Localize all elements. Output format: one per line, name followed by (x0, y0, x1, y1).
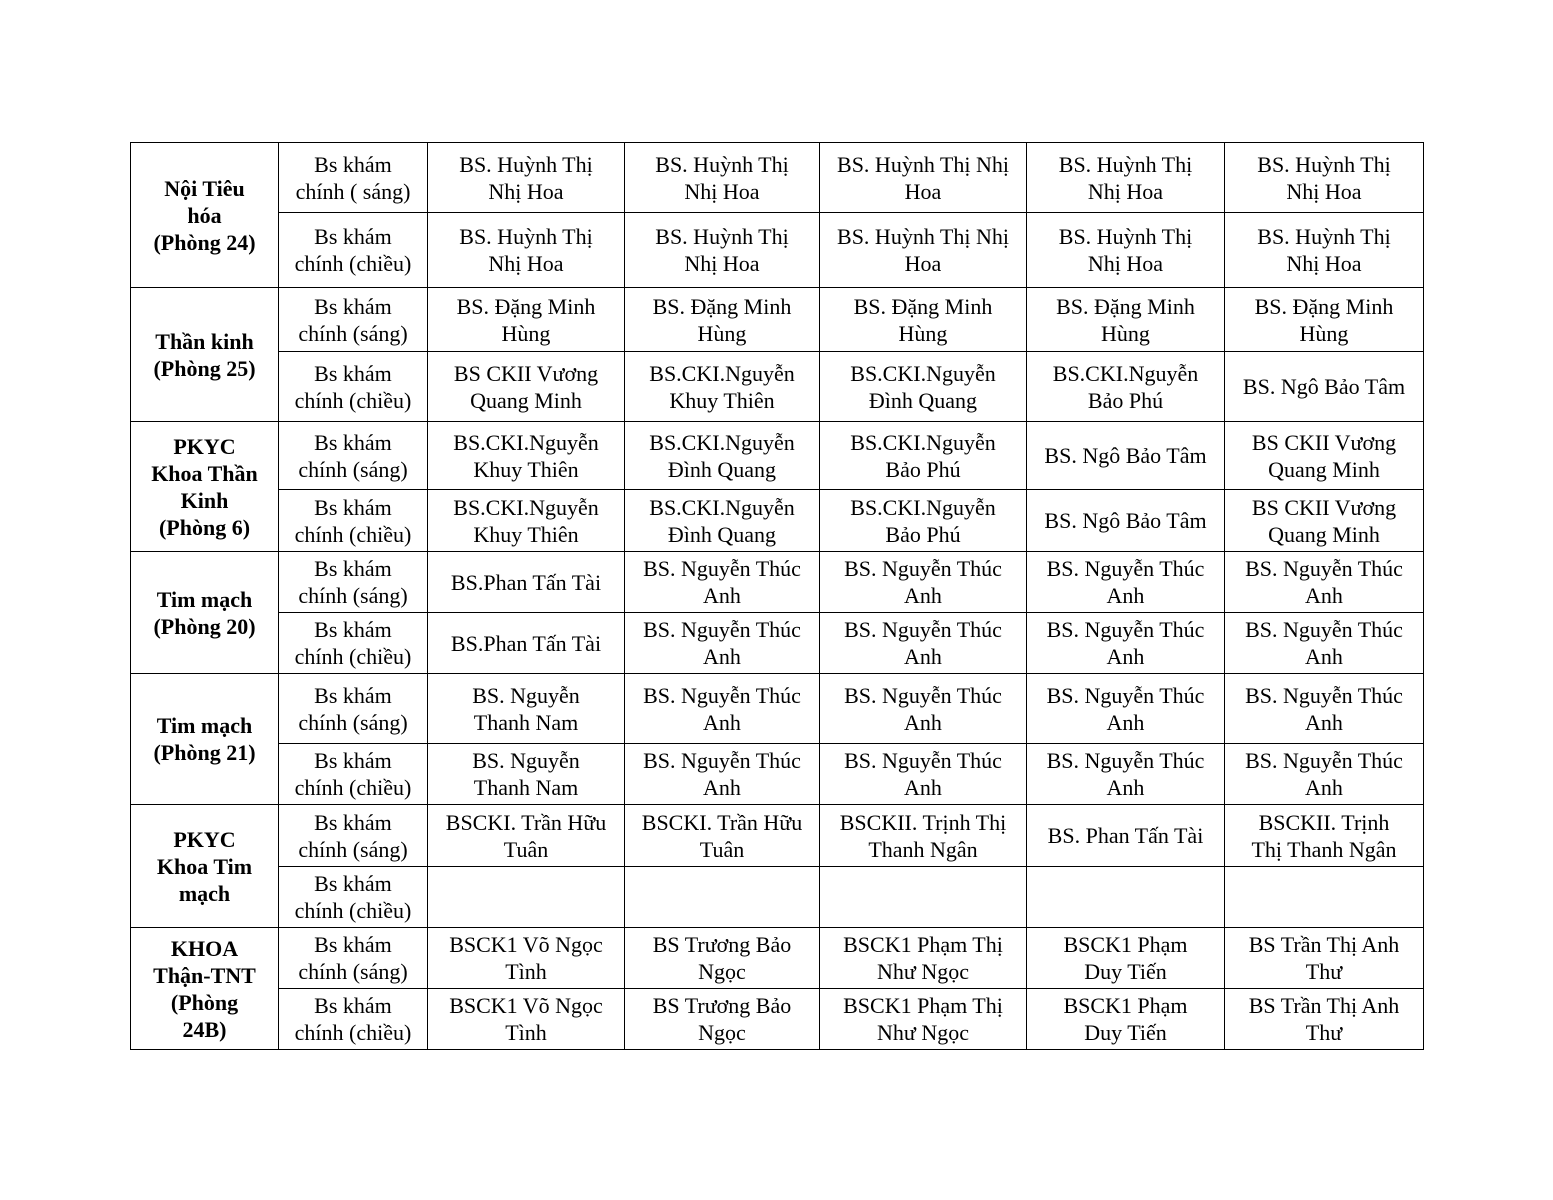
doctor-name: BS. Nguyễn Thanh Nam (472, 682, 580, 735)
doctor-name: BSCKI. Trần Hữu Tuân (445, 809, 607, 862)
doctor-cell (625, 490, 820, 552)
doctor-name: BS.CKI.Nguyễn Đình Quang (850, 360, 996, 413)
shift-cell (279, 490, 428, 552)
doctor-name: BSCK1 Phạm Thị Như Ngọc (843, 993, 1003, 1045)
shift-label: Bs khám chính (sáng) (298, 429, 408, 482)
shift-label: Bs khám chính (sáng) (298, 809, 408, 862)
shift-label: Bs khám chính (chiều) (294, 748, 412, 800)
table-row (131, 989, 1424, 1050)
doctor-cell (428, 213, 625, 288)
doctor-cell (428, 805, 625, 867)
doctor-name: BS.Phan Tấn Tài (450, 569, 602, 595)
doctor-cell (1027, 552, 1225, 613)
doctor-name: BS. Nguyễn Thanh Nam (472, 748, 580, 800)
doctor-cell (625, 352, 820, 422)
doctor-cell (428, 352, 625, 422)
doctor-cell (1225, 989, 1424, 1050)
doctor-name: BS.CKI.Nguyễn Đình Quang (649, 429, 795, 482)
doctor-name: BS Trần Thị Anh Thư (1248, 932, 1400, 984)
doctor-name: BS. Nguyễn Thúc Anh (643, 617, 801, 669)
schedule-body (131, 143, 1424, 1050)
doctor-schedule-table (130, 142, 1424, 1050)
doctor-name: BS. Nguyễn Thúc Anh (643, 556, 801, 608)
department-cell (131, 674, 279, 805)
shift-cell (279, 613, 428, 674)
doctor-cell (625, 552, 820, 613)
shift-label: Bs khám chính (chiều) (294, 617, 412, 669)
doctor-cell (1027, 989, 1225, 1050)
shift-cell (279, 352, 428, 422)
doctor-cell (1027, 674, 1225, 744)
doctor-cell (428, 674, 625, 744)
doctor-name: BS CKII Vương Quang Minh (1251, 429, 1397, 482)
shift-label: Bs khám chính (chiều) (294, 224, 412, 276)
department-cell (131, 928, 279, 1050)
shift-cell (279, 552, 428, 613)
doctor-name: BSCKI. Trần Hữu Tuân (641, 809, 803, 862)
doctor-cell (820, 213, 1027, 288)
doctor-name: BS. Nguyễn Thúc Anh (1245, 748, 1403, 800)
table-row (131, 213, 1424, 288)
doctor-cell (1027, 490, 1225, 552)
shift-label: Bs khám chính (chiều) (294, 494, 412, 547)
doctor-name: BS.CKI.Nguyễn Bảo Phú (850, 494, 996, 547)
doctor-cell (820, 867, 1027, 928)
doctor-cell (1027, 867, 1225, 928)
doctor-cell (1225, 352, 1424, 422)
department-cell (131, 552, 279, 674)
doctor-name: BS. Huỳnh Thị Nhị Hoa (655, 151, 789, 204)
doctor-name: BS Trương Bảo Ngọc (652, 932, 792, 984)
doctor-name: BS CKII Vương Quang Minh (1251, 494, 1397, 547)
department-name: PKYC Khoa Tim mạch (156, 826, 253, 906)
doctor-name: BS. Huỳnh Thị Nhị Hoa (837, 151, 1009, 204)
table-row (131, 928, 1424, 989)
doctor-name: BS. Huỳnh Thị Nhị Hoa (1058, 151, 1193, 204)
doctor-name: BS.CKI.Nguyễn Đình Quang (649, 494, 795, 547)
table-row (131, 744, 1424, 805)
doctor-cell (625, 213, 820, 288)
doctor-name: BS. Nguyễn Thúc Anh (1046, 682, 1205, 735)
table-row (131, 805, 1424, 867)
shift-cell (279, 989, 428, 1050)
doctor-cell (1225, 613, 1424, 674)
department-name: KHOA Thận-TNT (Phòng 24B) (153, 935, 256, 1042)
doctor-cell (428, 422, 625, 490)
shift-label: Bs khám chính (chiều) (294, 360, 412, 413)
doctor-cell (820, 613, 1027, 674)
doctor-cell (428, 928, 625, 989)
doctor-name: BS. Nguyễn Thúc Anh (1046, 556, 1205, 608)
doctor-name: BS. Huỳnh Thị Nhị Hoa (837, 224, 1009, 276)
department-name: Thần kinh (Phòng 25) (153, 328, 256, 381)
table-row (131, 288, 1424, 352)
doctor-name: BS. Huỳnh Thị Nhị Hoa (1058, 224, 1193, 276)
doctor-cell (1225, 490, 1424, 552)
table-row (131, 674, 1424, 744)
doctor-name: BS. Đặng Minh Hùng (652, 293, 792, 346)
doctor-cell (1225, 213, 1424, 288)
shift-cell (279, 744, 428, 805)
doctor-cell (1225, 805, 1424, 867)
doctor-cell (625, 744, 820, 805)
department-name: Nội Tiêu hóa (Phòng 24) (153, 175, 256, 255)
doctor-name: BSCK1 Võ Ngọc Tình (449, 993, 603, 1045)
doctor-cell (428, 490, 625, 552)
doctor-name: BS.CKI.Nguyễn Khuy Thiên (453, 494, 599, 547)
doctor-cell (428, 744, 625, 805)
doctor-cell (1225, 867, 1424, 928)
doctor-cell (820, 989, 1027, 1050)
doctor-name: BS. Nguyễn Thúc Anh (844, 748, 1002, 800)
doctor-cell (1027, 422, 1225, 490)
shift-label: Bs khám chính ( sáng) (295, 151, 411, 204)
table-row (131, 613, 1424, 674)
doctor-name: BS.CKI.Nguyễn Khuy Thiên (453, 429, 599, 482)
doctor-cell (820, 805, 1027, 867)
doctor-name: BS. Huỳnh Thị Nhị Hoa (1257, 224, 1391, 276)
doctor-name: BS. Huỳnh Thị Nhị Hoa (1257, 151, 1391, 204)
table-row (131, 867, 1424, 928)
doctor-cell (428, 288, 625, 352)
doctor-cell (820, 288, 1027, 352)
doctor-cell (1225, 143, 1424, 213)
doctor-cell (625, 805, 820, 867)
department-name: Tim mạch (Phòng 20) (153, 586, 256, 639)
doctor-cell (1027, 928, 1225, 989)
doctor-name: BS. Nguyễn Thúc Anh (844, 556, 1002, 608)
doctor-name: BS. Ngô Bảo Tâm (1242, 374, 1406, 399)
department-cell (131, 288, 279, 422)
doctor-name: BSCK1 Phạm Thị Như Ngọc (843, 932, 1003, 984)
doctor-name: BS. Đặng Minh Hùng (456, 293, 596, 346)
shift-label: Bs khám chính (chiều) (294, 993, 412, 1045)
doctor-name: BS.Phan Tấn Tài (450, 630, 602, 656)
doctor-cell (428, 989, 625, 1050)
doctor-cell (820, 352, 1027, 422)
table-row (131, 490, 1424, 552)
doctor-name: BS. Đặng Minh Hùng (1254, 293, 1394, 346)
shift-label: Bs khám chính (sáng) (298, 556, 408, 608)
doctor-cell (1027, 805, 1225, 867)
department-cell (131, 422, 279, 552)
doctor-cell (1225, 744, 1424, 805)
shift-label: Bs khám chính (sáng) (298, 682, 408, 735)
doctor-name: BS. Nguyễn Thúc Anh (844, 617, 1002, 669)
doctor-cell (1225, 422, 1424, 490)
shift-cell (279, 213, 428, 288)
doctor-cell (625, 989, 820, 1050)
doctor-cell (820, 143, 1027, 213)
department-name: Tim mạch (Phòng 21) (153, 713, 256, 765)
doctor-cell (1225, 288, 1424, 352)
doctor-cell (1027, 744, 1225, 805)
doctor-name: BS Trương Bảo Ngọc (652, 993, 792, 1045)
doctor-name: BS. Huỳnh Thị Nhị Hoa (459, 151, 593, 204)
doctor-cell (625, 143, 820, 213)
doctor-cell (1027, 613, 1225, 674)
doctor-cell (1225, 674, 1424, 744)
shift-label: Bs khám chính (sáng) (298, 293, 408, 346)
shift-cell (279, 288, 428, 352)
department-cell (131, 805, 279, 928)
doctor-name: BS. Đặng Minh Hùng (1056, 293, 1195, 346)
doctor-name: BS. Huỳnh Thị Nhị Hoa (655, 224, 789, 276)
shift-label: Bs khám chính (sáng) (298, 932, 408, 984)
doctor-name: BS. Nguyễn Thúc Anh (1046, 617, 1205, 669)
doctor-name: BSCKII. Trịnh Thị Thanh Ngân (1251, 809, 1397, 862)
doctor-name: BS. Nguyễn Thúc Anh (844, 682, 1002, 735)
table-row (131, 143, 1424, 213)
doctor-name: BS. Ngô Bảo Tâm (1044, 508, 1207, 533)
table-row (131, 552, 1424, 613)
doctor-cell (820, 674, 1027, 744)
doctor-name: BSCK1 Phạm Duy Tiến (1063, 932, 1188, 984)
doctor-cell (1027, 213, 1225, 288)
doctor-cell (428, 143, 625, 213)
doctor-cell (1027, 288, 1225, 352)
shift-label: Bs khám chính (chiều) (294, 871, 412, 923)
doctor-cell (820, 928, 1027, 989)
shift-cell (279, 143, 428, 213)
doctor-cell (625, 674, 820, 744)
doctor-cell (625, 288, 820, 352)
table-row (131, 352, 1424, 422)
doctor-cell (428, 552, 625, 613)
doctor-name: BS. Nguyễn Thúc Anh (1245, 556, 1403, 608)
doctor-name: BS.CKI.Nguyễn Bảo Phú (1052, 360, 1199, 413)
doctor-cell (625, 613, 820, 674)
shift-cell (279, 867, 428, 928)
doctor-name: BSCK1 Võ Ngọc Tình (449, 932, 603, 984)
doctor-name: BS. Nguyễn Thúc Anh (643, 748, 801, 800)
doctor-name: BSCK1 Phạm Duy Tiến (1063, 993, 1188, 1045)
doctor-name: BS CKII Vương Quang Minh (453, 360, 599, 413)
doctor-name: BS.CKI.Nguyễn Khuy Thiên (649, 360, 795, 413)
doctor-name: BS. Huỳnh Thị Nhị Hoa (459, 224, 593, 276)
doctor-name: BSCKII. Trịnh Thị Thanh Ngân (839, 809, 1007, 862)
doctor-cell (1225, 928, 1424, 989)
doctor-cell (625, 928, 820, 989)
shift-cell (279, 928, 428, 989)
table-row (131, 422, 1424, 490)
doctor-name: BS. Phan Tấn Tài (1047, 823, 1204, 848)
doctor-cell (820, 490, 1027, 552)
doctor-name: BS Trần Thị Anh Thư (1248, 993, 1400, 1045)
doctor-cell (428, 867, 625, 928)
shift-cell (279, 805, 428, 867)
department-cell (131, 143, 279, 288)
doctor-name: BS. Nguyễn Thúc Anh (1245, 617, 1403, 669)
doctor-cell (1027, 352, 1225, 422)
shift-cell (279, 422, 428, 490)
doctor-cell (820, 422, 1027, 490)
doctor-name: BS. Nguyễn Thúc Anh (643, 682, 801, 735)
doctor-cell (625, 422, 820, 490)
doctor-name: BS. Ngô Bảo Tâm (1044, 443, 1207, 468)
doctor-cell (1027, 143, 1225, 213)
doctor-name: BS. Đặng Minh Hùng (853, 293, 993, 346)
doctor-name: BS. Nguyễn Thúc Anh (1046, 748, 1205, 800)
doctor-cell (820, 552, 1027, 613)
doctor-name: BS. Nguyễn Thúc Anh (1245, 682, 1403, 735)
doctor-cell (428, 613, 625, 674)
shift-cell (279, 674, 428, 744)
doctor-cell (820, 744, 1027, 805)
doctor-cell (625, 867, 820, 928)
doctor-name: BS.CKI.Nguyễn Bảo Phú (850, 429, 996, 482)
doctor-cell (1225, 552, 1424, 613)
department-name: PKYC Khoa Thần Kinh (Phòng 6) (151, 433, 258, 540)
